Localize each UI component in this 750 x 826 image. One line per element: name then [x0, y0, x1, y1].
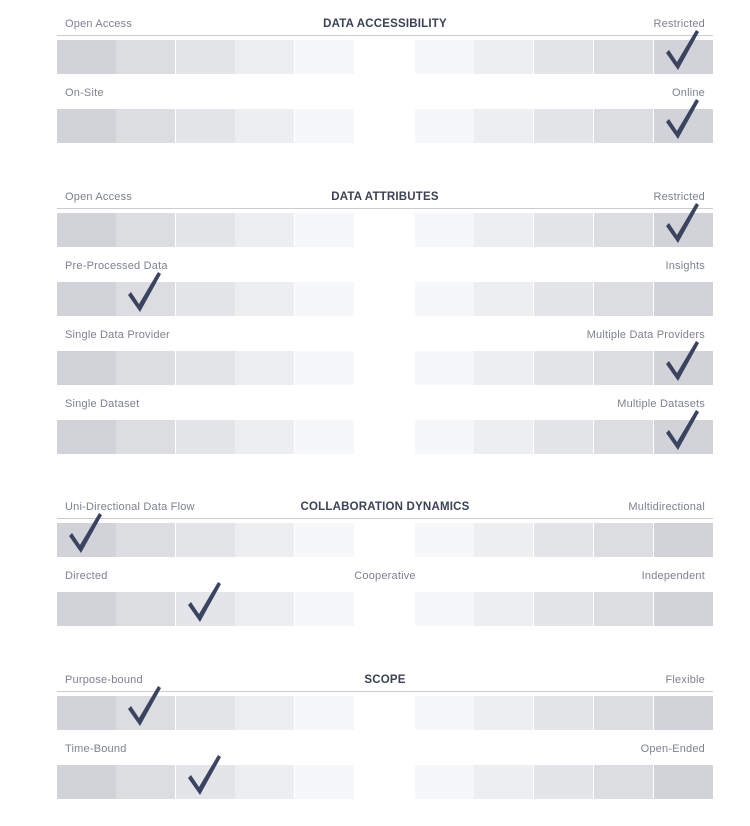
- scale-cell-4[interactable]: [235, 765, 294, 799]
- scale-bar: [57, 420, 713, 454]
- section-title: SCOPE: [364, 674, 406, 686]
- scale-cell-9[interactable]: [534, 351, 593, 385]
- checkmark-icon: [126, 270, 162, 314]
- scale-cell-8[interactable]: [474, 282, 533, 316]
- scale-cell-5[interactable]: [295, 696, 354, 730]
- scale-cell-4[interactable]: [235, 40, 294, 74]
- scale-cell-6[interactable]: [355, 765, 414, 799]
- section-divider: [57, 208, 713, 209]
- scale-cell-4[interactable]: [235, 109, 294, 143]
- scale-row: [57, 674, 713, 734]
- scale-cell-8[interactable]: [474, 351, 533, 385]
- checkmark-icon-shape: [69, 513, 102, 553]
- scale-cell-3[interactable]: [176, 420, 235, 454]
- scale-cell-1[interactable]: [57, 213, 116, 247]
- scale-cell-6[interactable]: [355, 696, 414, 730]
- scale-cell-1[interactable]: [57, 351, 116, 385]
- scale-cell-7[interactable]: [415, 420, 474, 454]
- checkmark-icon: [126, 684, 162, 728]
- scale-cell-6[interactable]: [355, 213, 414, 247]
- scale-cell-5[interactable]: [295, 351, 354, 385]
- scale-middle-label: Cooperative: [354, 570, 416, 582]
- checkmark-icon-shape: [666, 30, 699, 70]
- scale-cell-5[interactable]: [295, 420, 354, 454]
- scale-cell-7[interactable]: [415, 592, 474, 626]
- scale-cell-4[interactable]: [235, 351, 294, 385]
- scale-cell-2[interactable]: [116, 351, 175, 385]
- scale-cell-7[interactable]: [415, 696, 474, 730]
- checkmark-icon: [664, 28, 700, 72]
- scale-cell-2[interactable]: [116, 765, 175, 799]
- scale-cell-4[interactable]: [235, 213, 294, 247]
- scale-cell-3[interactable]: [176, 40, 235, 74]
- checkmark-icon: [664, 339, 700, 383]
- scale-cell-9[interactable]: [534, 765, 593, 799]
- scale-cell-1[interactable]: [57, 109, 116, 143]
- scale-row: [57, 260, 713, 320]
- scale-cell-6[interactable]: [355, 420, 414, 454]
- scale-left-label: Open Access: [65, 18, 133, 30]
- scale-cell-7[interactable]: [415, 351, 474, 385]
- scale-row: [57, 570, 713, 630]
- scale-left-label: On-Site: [65, 87, 104, 99]
- scale-cell-1[interactable]: [57, 282, 116, 316]
- scale-cell-8[interactable]: [474, 523, 533, 557]
- checkmark-icon-shape: [666, 410, 699, 450]
- checkmark-icon: [186, 753, 222, 797]
- scale-left-label: Single Data Provider: [65, 329, 170, 341]
- scale-cell-4[interactable]: [235, 420, 294, 454]
- scale-cell-9[interactable]: [534, 282, 593, 316]
- checkmark-icon-shape: [666, 341, 699, 381]
- scale-right-label: Open-Ended: [640, 743, 705, 755]
- scale-cell-7[interactable]: [415, 523, 474, 557]
- scale-cell-9[interactable]: [534, 109, 593, 143]
- scale-cell-1[interactable]: [57, 592, 116, 626]
- scale-cell-4[interactable]: [235, 696, 294, 730]
- scale-right-label: Insights: [665, 260, 705, 272]
- scale-cell-11[interactable]: [654, 696, 713, 730]
- scale-cell-9[interactable]: [534, 213, 593, 247]
- scale-row: [57, 87, 713, 147]
- scale-cell-5[interactable]: [295, 282, 354, 316]
- checkmark-icon-shape: [666, 99, 699, 139]
- scale-cell-5[interactable]: [295, 40, 354, 74]
- scale-bar: [57, 351, 713, 385]
- scale-right-label: Multiple Data Providers: [586, 329, 705, 341]
- scale-cell-9[interactable]: [534, 523, 593, 557]
- checkmark-icon-shape: [188, 755, 221, 795]
- scale-right-label: Online: [672, 87, 705, 99]
- scale-cell-10[interactable]: [594, 765, 653, 799]
- scale-left-label: Directed: [65, 570, 108, 582]
- scale-left-label: Pre-Processed Data: [65, 260, 168, 272]
- scale-cell-3[interactable]: [176, 109, 235, 143]
- scale-cell-10[interactable]: [594, 40, 653, 74]
- scale-cell-10[interactable]: [594, 282, 653, 316]
- scale-cell-5[interactable]: [295, 213, 354, 247]
- scale-cell-7[interactable]: [415, 282, 474, 316]
- scale-cell-7[interactable]: [415, 765, 474, 799]
- scale-bar: [57, 696, 713, 730]
- scale-cell-2[interactable]: [116, 40, 175, 74]
- scale-cell-8[interactable]: [474, 109, 533, 143]
- checkmark-icon: [186, 580, 222, 624]
- section-title: DATA ACCESSIBILITY: [323, 18, 447, 30]
- scale-bar: [57, 40, 713, 74]
- scale-bar: [57, 592, 713, 626]
- scale-cell-8[interactable]: [474, 213, 533, 247]
- scale-cell-2[interactable]: [116, 592, 175, 626]
- scale-cell-10[interactable]: [594, 351, 653, 385]
- scale-cell-3[interactable]: [176, 523, 235, 557]
- scale-row: [57, 398, 713, 458]
- scale-cell-10[interactable]: [594, 523, 653, 557]
- scale-cell-10[interactable]: [594, 696, 653, 730]
- scale-cell-11[interactable]: [654, 765, 713, 799]
- checkmark-icon-shape: [128, 272, 161, 312]
- scale-cell-5[interactable]: [295, 523, 354, 557]
- scale-cell-11[interactable]: [654, 523, 713, 557]
- scale-cell-8[interactable]: [474, 592, 533, 626]
- scale-left-label: Open Access: [65, 191, 133, 203]
- scale-cell-6[interactable]: [355, 109, 414, 143]
- scale-cell-9[interactable]: [534, 592, 593, 626]
- checkmark-icon: [664, 408, 700, 452]
- scale-bar: [57, 523, 713, 557]
- scale-bar: [57, 213, 713, 247]
- scale-left-label: Uni-Directional Data Flow: [65, 501, 195, 513]
- scale-cell-11[interactable]: [654, 282, 713, 316]
- scale-bar: [57, 765, 713, 799]
- scale-cell-1[interactable]: [57, 40, 116, 74]
- scale-cell-1[interactable]: [57, 765, 116, 799]
- scale-cell-6[interactable]: [355, 282, 414, 316]
- checkmark-icon-shape: [666, 203, 699, 243]
- scale-cell-7[interactable]: [415, 213, 474, 247]
- scale-cell-4[interactable]: [235, 282, 294, 316]
- scale-cell-1[interactable]: [57, 696, 116, 730]
- scale-bar: [57, 282, 713, 316]
- section-title: DATA ATTRIBUTES: [331, 191, 439, 203]
- scale-cell-2[interactable]: [116, 109, 175, 143]
- scale-left-label: Purpose-bound: [65, 674, 143, 686]
- scale-cell-6[interactable]: [355, 351, 414, 385]
- scale-row: [57, 329, 713, 389]
- scale-cell-11[interactable]: [654, 592, 713, 626]
- section-title: COLLABORATION DYNAMICS: [300, 501, 470, 513]
- checkmark-icon: [664, 97, 700, 141]
- scale-row: [57, 501, 713, 561]
- scale-cell-3[interactable]: [176, 351, 235, 385]
- scale-cell-8[interactable]: [474, 696, 533, 730]
- scale-row: [57, 18, 713, 78]
- scale-cell-1[interactable]: [57, 420, 116, 454]
- scale-cell-4[interactable]: [235, 592, 294, 626]
- scale-cell-3[interactable]: [176, 213, 235, 247]
- scale-left-label: Single Dataset: [65, 398, 140, 410]
- scale-cell-2[interactable]: [116, 213, 175, 247]
- section-divider: [57, 35, 713, 36]
- scale-right-label: Multidirectional: [628, 501, 705, 513]
- scale-right-label: Restricted: [653, 191, 705, 203]
- scale-right-label: Independent: [641, 570, 705, 582]
- scale-cell-7[interactable]: [415, 40, 474, 74]
- checkmark-icon-shape: [128, 686, 161, 726]
- scale-cell-6[interactable]: [355, 592, 414, 626]
- scale-bar: [57, 109, 713, 143]
- scale-cell-3[interactable]: [176, 282, 235, 316]
- scale-right-label: Multiple Datasets: [617, 398, 705, 410]
- scale-cell-6[interactable]: [355, 40, 414, 74]
- scale-right-label: Restricted: [653, 18, 705, 30]
- scale-cell-2[interactable]: [116, 420, 175, 454]
- scale-cell-10[interactable]: [594, 420, 653, 454]
- scale-cell-5[interactable]: [295, 592, 354, 626]
- scale-cell-4[interactable]: [235, 523, 294, 557]
- scale-row: [57, 191, 713, 251]
- scale-cell-10[interactable]: [594, 213, 653, 247]
- scale-cell-5[interactable]: [295, 765, 354, 799]
- scale-cell-8[interactable]: [474, 420, 533, 454]
- scale-row: [57, 743, 713, 803]
- section-divider: [57, 518, 713, 519]
- scale-cell-2[interactable]: [116, 523, 175, 557]
- checkmark-icon: [664, 201, 700, 245]
- scale-cell-3[interactable]: [176, 696, 235, 730]
- scale-right-label: Flexible: [665, 674, 705, 686]
- scale-cell-9[interactable]: [534, 696, 593, 730]
- scale-cell-8[interactable]: [474, 40, 533, 74]
- scale-cell-9[interactable]: [534, 420, 593, 454]
- checkmark-icon: [67, 511, 103, 555]
- scale-left-label: Time-Bound: [65, 743, 127, 755]
- scale-cell-9[interactable]: [534, 40, 593, 74]
- scale-cell-5[interactable]: [295, 109, 354, 143]
- scale-cell-7[interactable]: [415, 109, 474, 143]
- scale-cell-8[interactable]: [474, 765, 533, 799]
- checkmark-icon-shape: [188, 582, 221, 622]
- scale-cell-10[interactable]: [594, 592, 653, 626]
- scale-cell-6[interactable]: [355, 523, 414, 557]
- scale-cell-10[interactable]: [594, 109, 653, 143]
